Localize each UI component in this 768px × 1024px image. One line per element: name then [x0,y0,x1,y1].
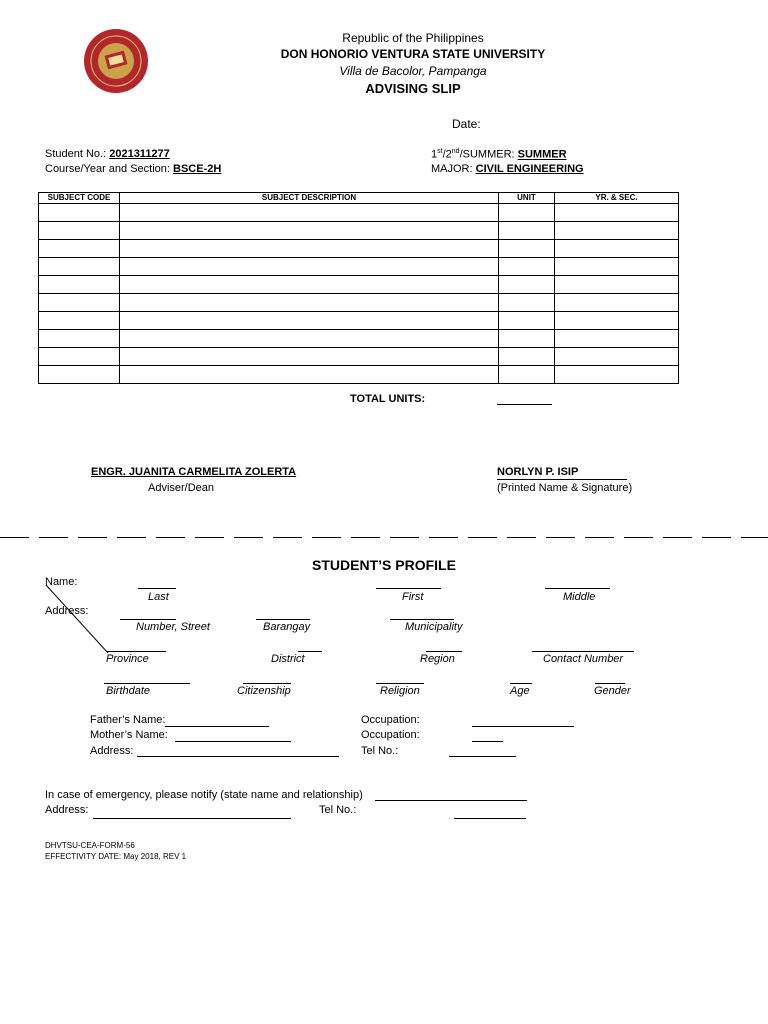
mother-occupation-label: Occupation: [361,729,420,741]
mother-occupation-line[interactable] [472,741,503,742]
emergency-tel-label: Tel No.: [319,804,357,816]
table-row [39,204,679,222]
gender-caption: Gender [594,685,631,697]
course-label: Course/Year and Section: [45,163,170,175]
subject-description-cell[interactable] [120,330,499,348]
table-row [39,312,679,330]
subject-code-cell[interactable] [39,240,120,258]
republic-line: Republic of the Philippines [342,31,484,45]
cut-line-dash [741,537,768,538]
municipality-caption: Municipality [405,621,463,633]
religion-line[interactable] [376,683,424,684]
table-row [39,222,679,240]
address-label: Address: [45,605,89,617]
region-caption: Region [420,653,455,665]
cut-line-dash [195,537,224,538]
form-code: DHVTSU-CEA-FORM-56 [45,841,135,850]
table-row [39,258,679,276]
municipality-line[interactable] [390,619,454,620]
subject-code-cell[interactable] [39,222,120,240]
emergency-contact-line[interactable] [375,800,527,801]
barangay-caption: Barangay [263,621,311,633]
district-line[interactable] [298,651,322,652]
major-row [431,163,584,175]
unit-cell[interactable] [499,240,555,258]
cut-line-dash [507,537,536,538]
cut-line-dash [312,537,341,538]
course-row [45,163,221,175]
last-name-line[interactable] [138,588,176,589]
age-line[interactable] [510,683,532,684]
student-signature-line[interactable] [497,479,627,480]
birthdate-caption: Birthdate [106,685,151,697]
yr-sec-cell[interactable] [555,312,679,330]
father-occupation-line[interactable] [472,726,574,727]
subject-code-cell[interactable] [39,348,120,366]
cut-line-dash [0,537,29,538]
table-row [39,330,679,348]
date-label: Date: [452,117,481,131]
subject-description-cell[interactable] [120,204,499,222]
term-sup-1: st [437,148,443,155]
header-subject-description: SUBJECT DESCRIPTION [120,193,499,204]
adviser-name: ENGR. JUANITA CARMELITA ZOLERTA [91,466,297,478]
table-row [39,276,679,294]
cut-line-dash [663,537,692,538]
emergency-address-label: Address: [45,804,89,816]
adviser-role: Adviser/Dean [148,482,215,494]
header-subject-code: SUBJECT CODE [39,193,120,204]
unit-cell[interactable] [499,258,555,276]
province-line[interactable] [106,651,166,652]
term-label-2: /2 [442,148,452,161]
term-label-1: 1 [431,148,438,161]
parent-tel-label: Tel No.: [361,745,399,757]
cut-line-dash [273,537,302,538]
religion-caption: Religion [380,685,420,697]
unit-cell[interactable] [499,294,555,312]
university-location: Villa de Bacolor, Pampanga [339,64,487,78]
first-name-line[interactable] [376,588,441,589]
cut-line-dash [624,537,653,538]
father-name-line[interactable] [165,726,269,727]
region-line[interactable] [426,651,462,652]
father-name-label: Father’s Name: [90,714,166,726]
age-caption: Age [510,685,530,697]
term-value: SUMMER [517,148,567,161]
cut-line-dash [234,537,263,538]
total-units-label: TOTAL UNITS: [350,393,426,405]
cut-line-dash [39,537,68,538]
student-no-value: 2021311277 [109,148,170,160]
parent-address-label: Address: [90,745,134,757]
cut-line-dash [78,537,107,538]
subject-code-cell[interactable] [39,294,120,312]
name-label: Name: [45,576,78,588]
barangay-line[interactable] [256,619,310,620]
unit-cell[interactable] [499,276,555,294]
table-row [39,294,679,312]
subject-code-cell[interactable] [39,366,120,384]
major-label: MAJOR: [431,163,473,175]
subject-code-cell[interactable] [39,330,120,348]
subject-code-cell[interactable] [39,276,120,294]
subject-description-cell[interactable] [120,366,499,384]
effectivity-date: EFFECTIVITY DATE: May 2018, REV 1 [45,852,187,861]
header-yr-sec: YR. & SEC. [555,193,679,204]
major-value: CIVIL ENGINEERING [475,163,584,175]
unit-cell[interactable] [499,204,555,222]
yr-sec-cell[interactable] [555,240,679,258]
yr-sec-cell[interactable] [555,294,679,312]
unit-cell[interactable] [499,366,555,384]
emergency-label: In case of emergency, please notify (state name and relationship) [45,789,363,801]
student-printed-name: NORLYN P. ISIP [497,466,579,478]
subject-description-cell[interactable] [120,312,499,330]
student-no-row [45,148,170,160]
street-line[interactable] [120,619,176,620]
yr-sec-cell[interactable] [555,366,679,384]
course-value: BSCE-2H [173,163,222,175]
province-caption: Province [106,653,149,665]
subject-code-cell[interactable] [39,258,120,276]
contact-number-caption: Contact Number [543,653,624,665]
cut-line-dash [702,537,731,538]
cut-line-dash [429,537,458,538]
university-name: DON HONORIO VENTURA STATE UNIVERSITY [280,47,546,61]
subject-description-cell[interactable] [120,294,499,312]
birthdate-line[interactable] [104,683,190,684]
subjects-table-body [39,204,679,384]
header-unit: UNIT [499,193,555,204]
table-row [39,348,679,366]
cut-line-dash [468,537,497,538]
subject-description-cell[interactable] [120,240,499,258]
subject-description-cell[interactable] [120,222,499,240]
term-label-3: /SUMMER: [459,148,515,161]
street-caption: Number, Street [136,621,210,633]
district-caption: District [271,653,305,665]
table-row [39,366,679,384]
total-units-line[interactable] [497,404,552,405]
mother-name-line[interactable] [175,741,291,742]
yr-sec-cell[interactable] [555,330,679,348]
father-occupation-label: Occupation: [361,714,420,726]
subject-code-cell[interactable] [39,312,120,330]
middle-caption: Middle [563,591,596,603]
parent-tel-line[interactable] [449,756,516,757]
parent-address-line[interactable] [137,756,339,757]
table-row [39,240,679,258]
student-no-label: Student No.: [45,148,107,160]
term-row [431,148,567,161]
cut-line-dash [351,537,380,538]
cut-line-dash [546,537,575,538]
cut-line-dash [117,537,146,538]
citizenship-caption: Citizenship [237,685,291,697]
yr-sec-cell[interactable] [555,258,679,276]
subject-description-cell[interactable] [120,276,499,294]
emergency-tel-line[interactable] [454,818,526,819]
student-signature-role: (Printed Name & Signature) [497,482,633,494]
yr-sec-cell[interactable] [555,348,679,366]
yr-sec-cell[interactable] [555,276,679,294]
mother-name-label: Mother’s Name: [90,729,168,741]
cut-line-dash [156,537,185,538]
unit-cell[interactable] [499,348,555,366]
unit-cell[interactable] [499,222,555,240]
subject-code-cell[interactable] [39,204,120,222]
profile-title: STUDENT’S PROFILE [312,557,456,573]
subjects-table [38,192,679,384]
yr-sec-cell[interactable] [555,222,679,240]
gender-line[interactable] [595,683,625,684]
last-caption: Last [148,591,169,603]
citizenship-line[interactable] [243,683,291,684]
unit-cell[interactable] [499,330,555,348]
middle-name-line[interactable] [545,588,610,589]
subject-description-cell[interactable] [120,258,499,276]
first-caption: First [402,591,424,603]
diagonal-strike [44,583,110,655]
yr-sec-cell[interactable] [555,204,679,222]
emergency-address-line[interactable] [93,818,291,819]
cut-line-dash [585,537,614,538]
subject-description-cell[interactable] [120,348,499,366]
cut-line-dash [390,537,419,538]
form-title: ADVISING SLIP [365,81,461,96]
contact-number-line[interactable] [532,651,634,652]
term-sup-2: nd [451,148,460,155]
unit-cell[interactable] [499,312,555,330]
